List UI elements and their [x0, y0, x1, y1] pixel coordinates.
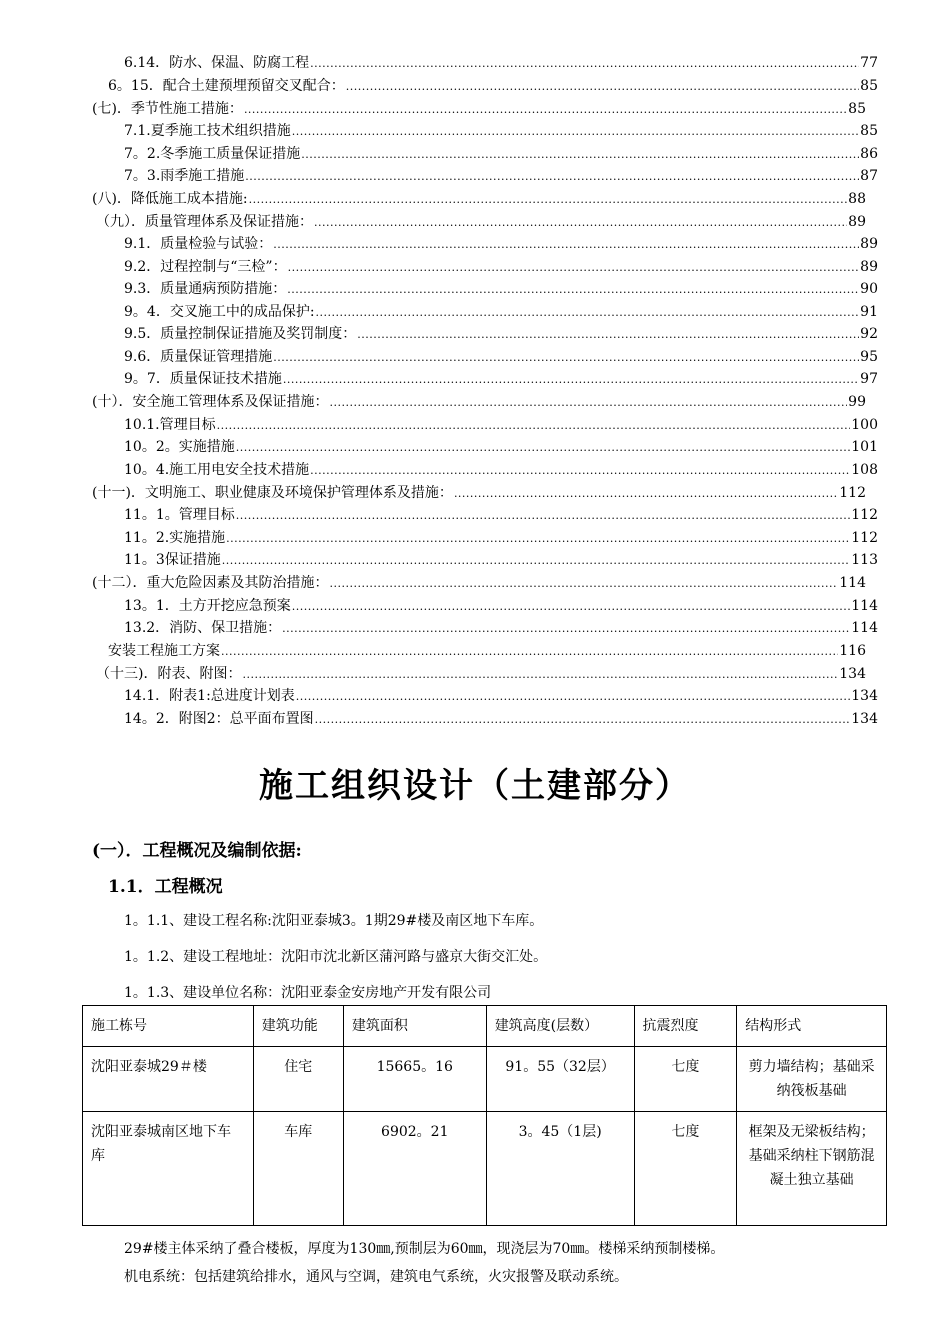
toc-entry[interactable]	[92, 482, 866, 504]
document-title: 施工组织设计（土建部分）	[259, 766, 691, 806]
toc-entry[interactable]	[92, 391, 866, 413]
toc-entry-label: 14.1．附表1:总进度计划表	[124, 688, 295, 704]
toc-entry-page: 100	[851, 417, 878, 433]
toc-leader-dots	[283, 369, 859, 391]
toc-leader-dots	[282, 618, 850, 640]
table-row	[83, 1112, 887, 1226]
toc-leader-dots	[329, 392, 847, 414]
toc-entry[interactable]	[124, 165, 878, 187]
toc-entry-label: 13.2．消防、保卫措施：	[124, 620, 282, 636]
table-cell: 住宅	[253, 1047, 343, 1112]
toc-entry[interactable]	[124, 323, 878, 345]
toc-entry-label: 9。4．交叉施工中的成品保护:	[124, 304, 315, 320]
toc-entry-page: 89	[860, 236, 878, 252]
paragraph-project-name: 1。1.1、建设工程名称:沈阳亚泰城3。1期29#楼及南区地下车库。	[124, 913, 544, 929]
toc-entry-label: (十二）．重大危险因素及其防治措施：	[92, 575, 329, 591]
toc-entry-page: 90	[860, 281, 878, 297]
toc-entry-label: 10。4.施工用电安全技术措施	[124, 462, 310, 478]
table-cell: 框架及无梁板结构；基础采纳柱下钢筋混凝土独立基础	[737, 1112, 887, 1226]
table-cell: 七度	[634, 1047, 737, 1112]
toc-entry-label: （十三)．附表、附图：	[96, 666, 242, 682]
table-header-cell: 建筑功能	[253, 1006, 343, 1047]
toc-entry-label: 10.1.管理目标	[124, 417, 216, 433]
toc-leader-dots	[273, 347, 859, 369]
subsection-heading: 1.1．工程概况	[108, 877, 223, 897]
section-heading: (一）．工程概况及编制依据:	[92, 841, 302, 861]
toc-entry-page: 85	[848, 101, 866, 117]
toc-entry[interactable]	[124, 504, 878, 526]
toc-entry-page: 134	[851, 688, 878, 704]
table-header-cell: 建筑面积	[343, 1006, 486, 1047]
toc-entry[interactable]	[124, 617, 878, 639]
toc-leader-dots	[288, 257, 860, 279]
toc-entry-label: (七)．季节性施工措施：	[92, 101, 243, 117]
table-cell: 车库	[253, 1112, 343, 1226]
toc-entry-label: (八)．降低施工成本措施:	[92, 191, 248, 207]
toc-entry-page: 89	[848, 214, 866, 230]
table-header-cell: 施工栋号	[83, 1006, 254, 1047]
toc-entry[interactable]	[124, 278, 878, 300]
table-cell: 91。55（32层）	[486, 1047, 634, 1112]
toc-entry-page: 77	[860, 55, 878, 71]
toc-entry-page: 97	[860, 371, 878, 387]
toc-entry-page: 112	[851, 530, 878, 546]
toc-entry-page: 89	[860, 259, 878, 275]
toc-entry-label: 13。1．土方开挖应急预案	[124, 598, 291, 614]
table-row	[83, 1047, 887, 1112]
table-cell: 沈阳亚泰城29＃楼	[83, 1047, 254, 1112]
toc-entry-page: 134	[851, 711, 878, 727]
toc-entry[interactable]	[108, 75, 878, 97]
table-cell: 沈阳亚泰城南区地下车库	[83, 1112, 254, 1226]
toc-entry[interactable]	[92, 188, 866, 210]
toc-entry[interactable]	[124, 685, 878, 707]
toc-entry-label: 11。3保证措施	[124, 552, 221, 568]
toc-leader-dots	[296, 686, 850, 708]
toc-entry-label: 9.6．质量保证管理措施	[124, 349, 273, 365]
toc-entry-page: 91	[860, 304, 878, 320]
toc-leader-dots	[346, 76, 859, 98]
toc-entry[interactable]	[124, 233, 878, 255]
toc-leader-dots	[222, 550, 851, 572]
toc-entry-page: 114	[839, 575, 866, 591]
toc-entry[interactable]	[124, 368, 878, 390]
toc-leader-dots	[314, 212, 847, 234]
toc-entry-label: 6。15．配合土建预埋预留交叉配合：	[108, 78, 345, 94]
toc-leader-dots	[292, 121, 859, 143]
toc-entry-page: 87	[860, 168, 878, 184]
toc-entry-label: 14。2．附图2：总平面布置图	[124, 711, 314, 727]
table-header-cell: 建筑高度(层数）	[486, 1006, 634, 1047]
toc-leader-dots	[245, 166, 859, 188]
toc-entry-page: 101	[851, 439, 878, 455]
toc-entry-label: 10。2。实施措施	[124, 439, 235, 455]
toc-entry[interactable]	[124, 346, 878, 368]
toc-leader-dots	[357, 324, 859, 346]
toc-entry-label: 11。2.实施措施	[124, 530, 226, 546]
toc-entry-page: 85	[860, 78, 878, 94]
toc-leader-dots	[301, 144, 859, 166]
toc-leader-dots	[236, 437, 851, 459]
toc-entry[interactable]	[124, 459, 878, 481]
toc-entry[interactable]	[92, 572, 866, 594]
toc-entry-page: 112	[851, 507, 878, 523]
toc-entry-label: (十）．安全施工管理体系及保证措施：	[92, 394, 329, 410]
toc-entry-page: 99	[848, 394, 866, 410]
toc-entry-page: 85	[860, 123, 878, 139]
toc-entry-label: 11。1。管理目标	[124, 507, 235, 523]
toc-leader-dots	[287, 279, 859, 301]
toc-leader-dots	[310, 460, 850, 482]
toc-entry[interactable]	[124, 527, 878, 549]
paragraph-developer-name: 1。1.3、建设单位名称：沈阳亚泰金安房地产开发有限公司	[124, 985, 492, 1001]
toc-leader-dots	[217, 415, 851, 437]
toc-entry-label: 9。7．质量保证技术措施	[124, 371, 282, 387]
table-cell: 七度	[634, 1112, 737, 1226]
toc-entry[interactable]	[124, 708, 878, 730]
toc-entry-label: 7.1.夏季施工技术组织措施	[124, 123, 291, 139]
toc-entry-page: 113	[851, 552, 878, 568]
toc-leader-dots	[315, 709, 851, 731]
toc-entry[interactable]	[124, 120, 878, 142]
toc-leader-dots	[273, 234, 859, 256]
table-header-row	[83, 1006, 887, 1047]
toc-entry-label: 9.1．质量检验与试验：	[124, 236, 273, 252]
toc-entry[interactable]	[96, 663, 866, 685]
toc-entry-label: 7。3.雨季施工措施	[124, 168, 245, 184]
toc-entry-label: 9.5．质量控制保证措施及奖罚制度：	[124, 326, 357, 342]
toc-entry-page: 92	[860, 326, 878, 342]
toc-entry-label: (十一)．文明施工、职业健康及环境保护管理体系及措施：	[92, 485, 453, 501]
toc-entry-page: 108	[851, 462, 878, 478]
toc-entry-label: 9.3．质量通病预防措施：	[124, 281, 287, 297]
toc-entry-page: 86	[860, 146, 878, 162]
toc-entry[interactable]	[124, 301, 878, 323]
toc-leader-dots	[329, 573, 838, 595]
toc-leader-dots	[310, 53, 859, 75]
toc-leader-dots	[221, 641, 838, 663]
toc-entry-label: 6.14．防水、保温、防腐工程	[124, 55, 310, 71]
paragraph-floor-slab-note: 29#楼主体采纳了叠合楼板，厚度为130㎜,预制层为60㎜，现浇层为70㎜。楼梯采纳预制楼梯。	[124, 1241, 725, 1257]
toc-leader-dots	[454, 483, 838, 505]
toc-leader-dots	[316, 302, 860, 324]
project-info-table	[82, 1005, 887, 1226]
toc-entry-label: （九）．质量管理体系及保证措施：	[96, 214, 313, 230]
toc-leader-dots	[236, 505, 851, 527]
table-header-cell: 结构形式	[737, 1006, 887, 1047]
toc-entry[interactable]	[96, 211, 866, 233]
toc-entry-label: 7。2.冬季施工质量保证措施	[124, 146, 301, 162]
toc-entry-page: 88	[848, 191, 866, 207]
toc-entry-page: 95	[860, 349, 878, 365]
toc-entry-page: 116	[839, 643, 866, 659]
table-cell: 15665。16	[343, 1047, 486, 1112]
toc-entry[interactable]	[124, 256, 878, 278]
toc-entry-page: 112	[839, 485, 866, 501]
toc-leader-dots	[244, 99, 847, 121]
toc-entry-page: 114	[851, 620, 878, 636]
toc-leader-dots	[292, 596, 851, 618]
toc-entry-page: 134	[839, 666, 866, 682]
paragraph-project-address: 1。1.2、建设工程地址：沈阳市沈北新区蒲河路与盛京大街交汇处。	[124, 949, 548, 965]
toc-entry[interactable]	[124, 52, 878, 74]
toc-entry-label: 安装工程施工方案	[108, 643, 220, 659]
table-cell: 6902。21	[343, 1112, 486, 1226]
toc-entry[interactable]	[124, 436, 878, 458]
toc-entry[interactable]	[124, 549, 878, 571]
toc-entry[interactable]	[92, 98, 866, 120]
toc-entry[interactable]	[124, 414, 878, 436]
toc-entry[interactable]	[124, 143, 878, 165]
table-cell: 3。45（1层)	[486, 1112, 634, 1226]
table-header-cell: 抗震烈度	[634, 1006, 737, 1047]
toc-entry-label: 9.2．过程控制与“三检”：	[124, 259, 287, 275]
table-cell: 剪力墙结构；基础采纳筏板基础	[737, 1047, 887, 1112]
toc-entry[interactable]	[124, 595, 878, 617]
toc-leader-dots	[226, 528, 850, 550]
toc-entry-page: 114	[851, 598, 878, 614]
paragraph-mep-systems: 机电系统：包括建筑给排水，通风与空调，建筑电气系统，火灾报警及联动系统。	[124, 1269, 628, 1285]
toc-entry[interactable]	[108, 640, 866, 662]
toc-leader-dots	[242, 664, 838, 686]
toc-leader-dots	[249, 189, 848, 211]
